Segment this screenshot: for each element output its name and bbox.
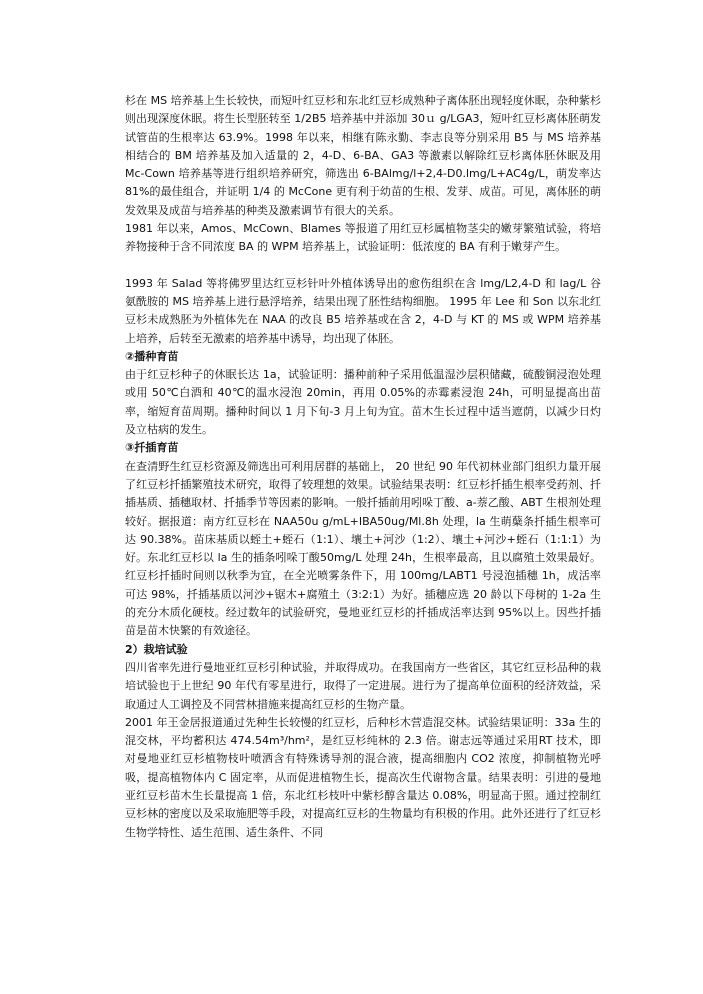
heading-cutting: ③扦插育苗 — [125, 441, 179, 455]
paragraph-sowing: 由于红豆杉种子的休眠长达 1a，试验证明：播种前种子采用低温湿沙层积储藏，硫酸铜浸泡处理或用 50℃白酒和 40℃的温水浸泡 20min，再用 0.05%的赤霉素浸泡 24h，可明显提高出苗率，缩短育苗周期。播种时间以 1 月下旬-3 月上旬为宜。苗木生长过程中适当遮荫，以减少日灼及立枯病的发生。 — [125, 368, 601, 437]
paragraph-mixed-forest: 2001 年王金居报道通过先种生长较慢的红豆杉，后种杉木营造混交林。试验结果证明：33a 生的混交林，平均蓄积达 474.54m³/hm²，是红豆杉纯林的 2.3 倍。谢志远等通过采用RT 技术，即对曼地亚红豆杉植物枝叶喷洒含有特殊诱导剂的混合液，提高细胞内 CO2 浓度，抑制植物光呼吸，提高植物体内 C 固定率，从而促进植物生长，提高次生代谢物含量。结果表明：引进的曼地亚红豆杉苗木生长量提高 1 倍，东北红杉枝叶中紫杉醇含量达 0.08%，明显高于照。通过控制红豆杉林的密度以及采取施肥等手段，对提高红豆杉的生物量均有积极的作用。此外还进行了红豆杉生物学特性、适生范围、适生条件、不同 — [125, 715, 601, 839]
paragraph-cultivation-intro: 四川省率先进行曼地亚红豆杉引种试验，并取得成功。在我国南方一些省区，其它红豆杉品种的栽培试验也于上世纪 90 年代有零星进行，取得了一定进展。进行为了提高单位面积的经济效益，采取通过人工调控及不同营林措施来提高红豆杉的生物产量。 — [125, 660, 601, 711]
heading-cultivation: 2）栽培试验 — [125, 642, 188, 656]
heading-sowing: ②播种育苗 — [125, 349, 179, 363]
paragraph-bud-propagation: 1981 年以来，Amos、McCown、Blames 等报道了用红豆杉属植物茎尖的嫩芽繁殖试验，将培养物接种于含不同浓度 BA 的 WPM 培养基上，试验证明：低浓度的 BA 有利于嫩芽产生。 — [125, 222, 601, 254]
document-body — [125, 92, 601, 842]
paragraph-callus-culture: 1993 年 Salad 等将佛罗里达红豆杉针叶外植体诱导出的愈伤组织在含 lmg/L2,4-D 和 lag/L 谷氨酰胺的 MS 培养基上进行悬浮培养，结果出现了胚性结构细胞。 1995 年 Lee 和 Son 以东北红豆杉未成熟胚为外植体先在 NAA 的改良 B5 培养基或在含 2，4-D 与 KT 的 MS 或 WPM 培养基上培养，后转至无激素的培养基中诱导，均出现了体胚。 — [125, 276, 601, 345]
paragraph-embryo-culture: 杉在 MS 培养基上生长较快，而短叶红豆杉和东北红豆杉成熟种子离体胚出现轻度休眠，杂种紫杉则出现深度休眠。将生长型胚转至 1/2B5 培养基中并添加 30ｕ g/LGA3，短叶红豆杉离体胚萌发试管苗的生根率达 63.9%。1998 年以来，相继有陈永勤、李志良等分别采用 B5 与 MS 培养基相结合的 BM 培养基及加入适量的 2，4-D、6-BA、GA3 等激素以解除红豆杉离体胚休眠及用 Mc-Cown 培养基等进行组织培养研究，筛选出 6-BAlmg/l+2,4-D0.lmg/L+AC4g/L，萌发率达 81%的最佳组合，并证明 1/4 的 McCone 更有利于幼苗的生根、发芽、成苗。可见，离体胚的萌发效果及成苗与培养基的种类及激素调节有很大的关系。 — [125, 94, 601, 217]
paragraph-cutting: 在查清野生红豆杉资源及筛选出可利用居群的基础上， 20 世纪 90 年代初林业部门组织力量开展了红豆杉扦插繁殖技术研究，取得了较理想的效果。试验结果表明：红豆杉扦插生根率受药剂、扦插基质、插穗取材、扦插季节等因素的影响。一般扦插前用吲哚丁酸、a-萘乙酸、ABT 生根剂处理较好。据报道：南方红豆杉在 NAA50u g/mL+IBA50ug/Ml.8h 处理，la 生萌蘖条扦插生根率可达 90.38%。苗床基质以蛭土+蛭石（1:1）、壤土+河沙（1:2）、壤土+河沙+蛭石（1:1:1）为好。东北红豆杉以 la 生的插条吲哚丁酸50mg/L 处理 24h，生根率最高，且以腐殖土效果最好。红豆杉扦插时间则以秋季为宜，在全光喷雾条件下，用 100mg/LABT1 号浸泡插穗 1h，成活率可达 98%，扦插基质以河沙+锯木+腐殖土（3:2:1）为好。插穗应选 20 龄以下母树的 1-2a 生的充分木质化硬枝。经过数年的试验研究，曼地亚红豆杉的扦插成活率达到 95%以上。因些扦插苗是苗木快繁的有效途径。 — [125, 459, 601, 638]
blank-line — [125, 257, 601, 275]
